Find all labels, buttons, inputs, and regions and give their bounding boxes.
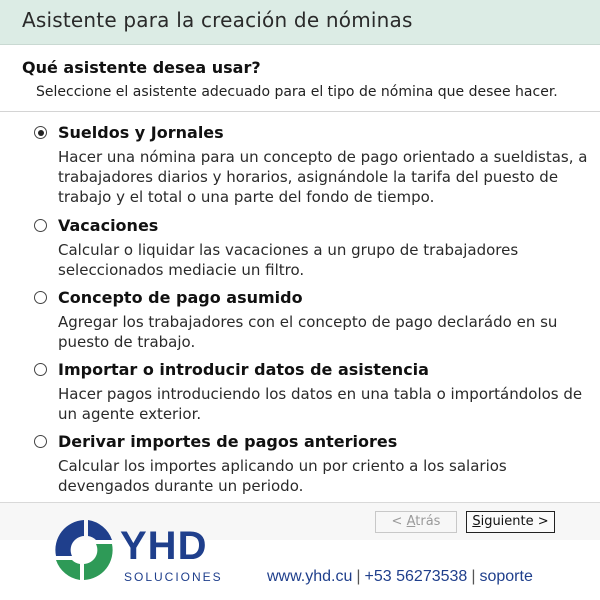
back-arrow-icon: <: [391, 514, 403, 529]
next-button[interactable]: [466, 511, 555, 533]
separator: |: [471, 568, 476, 585]
support-link[interactable]: soporte: [479, 568, 533, 585]
wizard-instruction: Seleccione el asistente adecuado para el tipo de nómina que desee hacer.: [36, 84, 558, 100]
brand-footer: [0, 524, 600, 600]
option-description: Hacer pagos introduciendo los datos en una tabla o importándolos de un agente exterior.: [58, 385, 583, 423]
wizard-header: [0, 45, 600, 112]
back-button[interactable]: [375, 511, 457, 533]
option-description: Calcular los importes aplicando un por criento a los salarios devengados durante un periodo.: [58, 457, 507, 495]
option-label: Sueldos y Jornales: [58, 123, 224, 142]
contact-info: [267, 568, 600, 586]
next-mnemonic: S: [472, 514, 481, 529]
title-bar: [0, 0, 600, 45]
next-arrow-icon: >: [537, 514, 549, 529]
brand-name: YHD: [120, 524, 208, 568]
website-link[interactable]: www.yhd.cu: [267, 568, 353, 585]
next-label: iguiente: [480, 514, 534, 529]
wizard-options: [0, 112, 600, 502]
radio-sueldos-jornales[interactable]: [34, 126, 47, 139]
wizard-question: Qué asistente desea usar?: [22, 58, 261, 77]
option-label: Importar o introducir datos de asistencia: [58, 360, 429, 379]
option-label: Derivar importes de pagos anteriores: [58, 432, 398, 451]
option-description: Agregar los trabajadores con el concepto de pago declarádo en su puesto de trabajo.: [58, 313, 558, 351]
option-description: Calcular o liquidar las vacaciones a un grupo de trabajadores seleccionados mediacie un filtro.: [58, 241, 519, 279]
option-label: Concepto de pago asumido: [58, 288, 303, 307]
window-title: Asistente para la creación de nóminas: [22, 8, 413, 32]
option-label: Vacaciones: [58, 216, 159, 235]
radio-derivar-importes[interactable]: [34, 435, 47, 448]
phone-number: +53 56273538: [364, 568, 468, 585]
brand-subtitle: SOLUCIONES: [124, 570, 223, 584]
radio-importar-asistencia[interactable]: [34, 363, 47, 376]
option-description: Hacer una nómina para un concepto de pago orientado a sueldistas, a trabajadores diarios y horarios, asignándole la tarifa del puesto de trabajo y el total o una parte del fondo de tiempo.: [58, 148, 588, 206]
back-label: trás: [415, 514, 441, 529]
separator: |: [356, 568, 361, 585]
radio-concepto-pago[interactable]: [34, 291, 47, 304]
back-mnemonic: A: [406, 514, 416, 529]
yhd-logo-icon: [50, 516, 118, 584]
radio-vacaciones[interactable]: [34, 219, 47, 232]
